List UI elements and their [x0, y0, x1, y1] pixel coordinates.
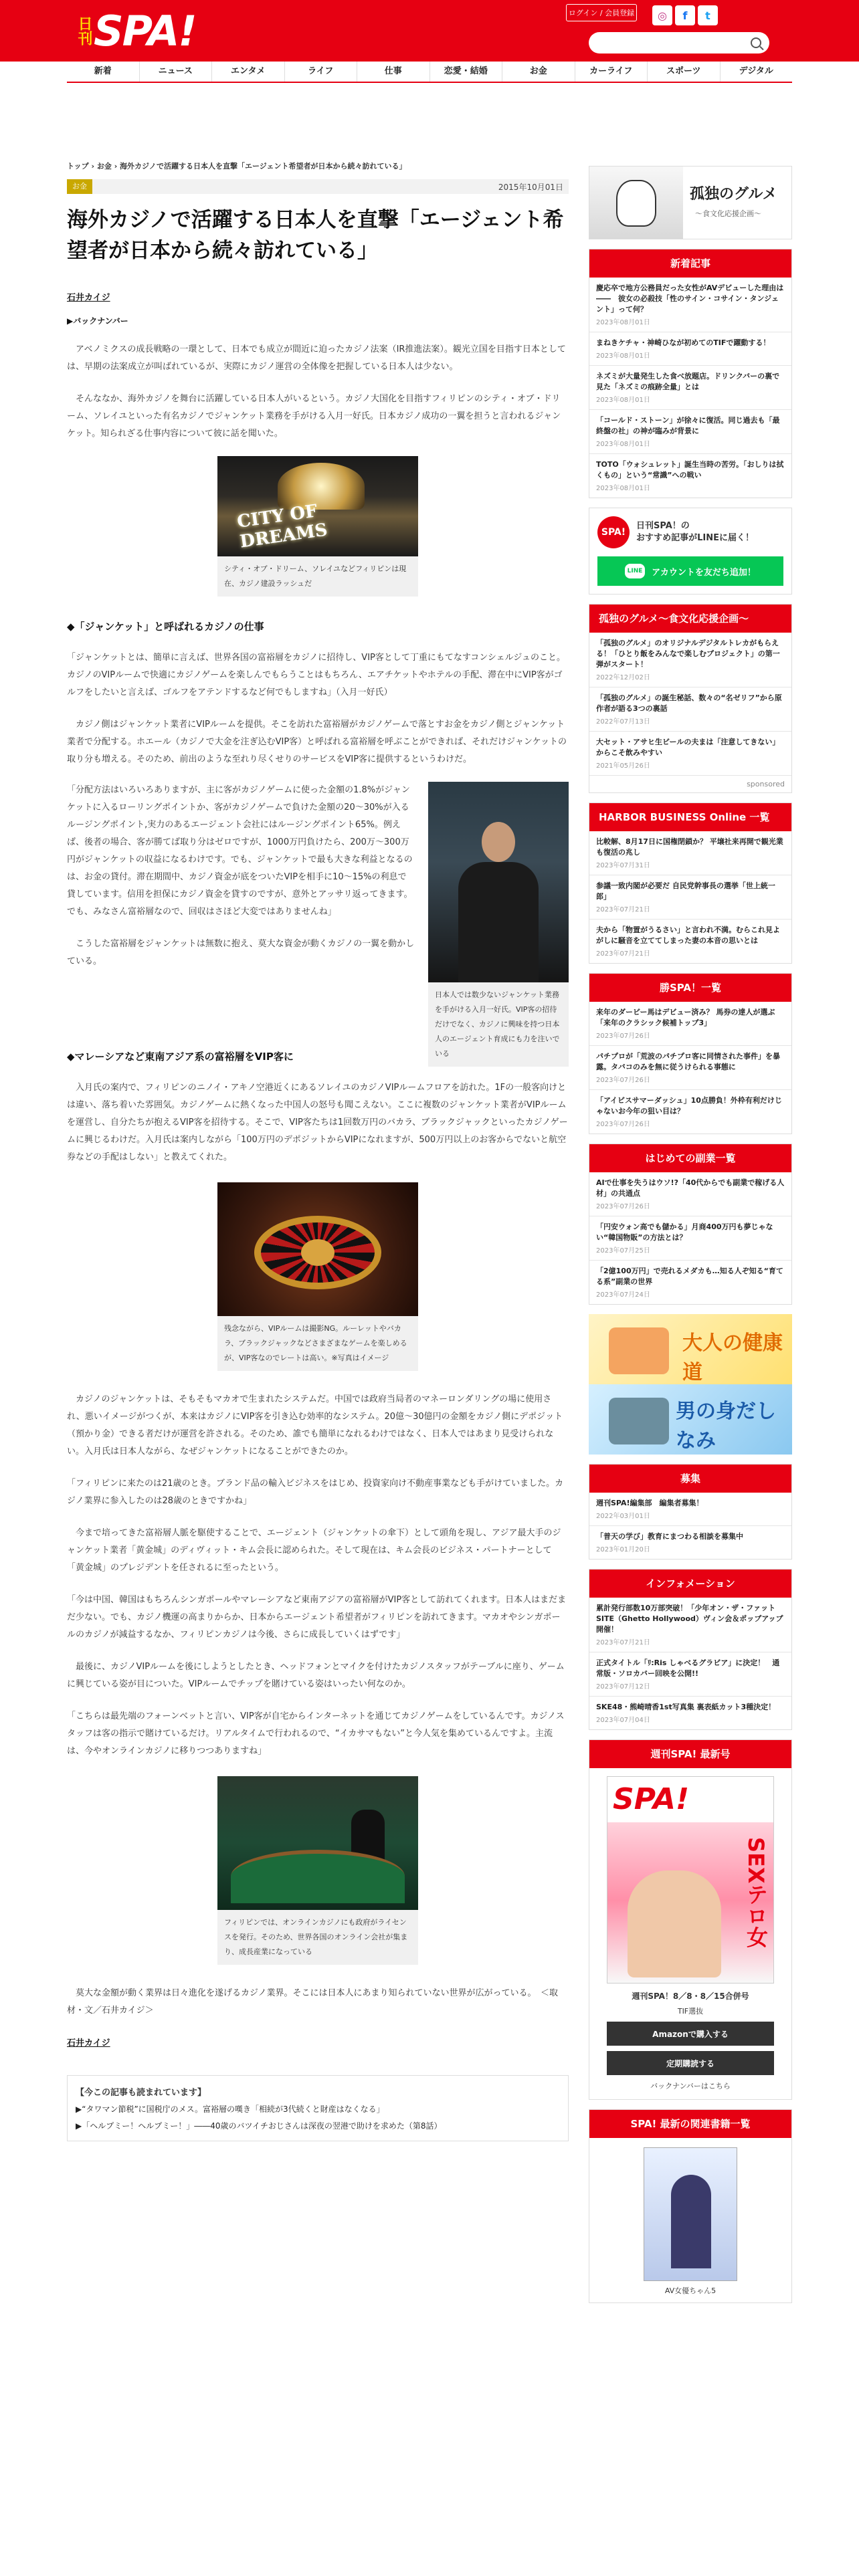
item-date: 2023年07月21日: [596, 906, 650, 914]
book-figure: [671, 2175, 711, 2268]
magazine-cover-photo: [628, 1870, 721, 1977]
article-main: [67, 160, 569, 2141]
list-item[interactable]: [589, 1526, 791, 1559]
manga-illustration: [589, 167, 683, 239]
related-articles: [67, 2075, 569, 2141]
list-item[interactable]: [589, 1046, 791, 1090]
spa-logo-icon: SPA!: [597, 516, 630, 548]
item-title: TOTO「ウォシュレット」誕生当時の苦労。「おしりは拭くもの」という“常識”への戦い: [596, 460, 784, 479]
list-item[interactable]: [589, 1598, 791, 1652]
line-box: [589, 508, 792, 595]
figure-caption: 日本人では数少ないジャンケット業務を手がける入月一好氏。VIP客の招待だけでなく、カジノに興味を持つ日本人のエージェント育成にも力を注いでいる: [428, 982, 569, 1067]
ad-title-grooming: 男の身だしなみ: [676, 1400, 776, 1453]
category-badge[interactable]: お金: [67, 179, 92, 194]
list-item[interactable]: [589, 1216, 791, 1261]
magazine-headline: SEXテロ女: [743, 1837, 769, 1948]
site-header: [0, 0, 859, 62]
list-item[interactable]: [589, 687, 791, 732]
paragraph: こうした富裕層をジャンケットは無数に抱え、莫大な資金が動くカジノの一翼を動かしている。: [67, 939, 415, 966]
photo-person-head: [482, 822, 515, 862]
list-item[interactable]: [589, 1697, 791, 1729]
item-date: 2022年03月01日: [596, 1513, 650, 1520]
keiba-box: [589, 973, 792, 1134]
twitter-icon[interactable]: t: [698, 5, 718, 25]
nav-money[interactable]: お金: [502, 62, 575, 82]
box-heading: 週刊SPA! 最新号: [589, 1740, 791, 1768]
item-title: 参議一致内閣が必要だ 自民党幹事長の選挙「世上統一郎」: [596, 881, 775, 901]
gourmet-box: [589, 604, 792, 793]
facebook-icon[interactable]: f: [675, 5, 695, 25]
list-item[interactable]: [589, 1090, 791, 1134]
item-date: 2023年07月26日: [596, 1121, 650, 1128]
item-date: 2023年07月04日: [596, 1717, 650, 1724]
banner-subtitle: ～食文化応援企画～: [695, 209, 761, 218]
item-title: 週刊SPA!編集部 編集者募集！: [596, 1499, 704, 1507]
item-date: 2023年07月24日: [596, 1291, 650, 1299]
photo-person-body: [458, 862, 539, 982]
figure-caption: フィリピンでは、オンラインカジノにも政府がライセンスを発行。そのため、世界各国のオンライン会社が集まり、成長産業になっている: [217, 1910, 418, 1965]
list-item[interactable]: [589, 366, 791, 410]
list-item[interactable]: [589, 1002, 791, 1046]
item-title: SKE48・熊崎晴香1st写真集 裏表紙カット3種決定！: [596, 1703, 776, 1711]
related-title: 【今この記事も読まれています】: [76, 2088, 207, 2098]
item-title: AIで仕事を失うはウソ!?「40代からでも副業で稼げる人材」の共通点: [596, 1178, 785, 1198]
paragraph: カジノ側はジャンケット業者にVIPルームを提供。そこを訪れた富裕層がカジノゲームで落とすお金をカジノ側とジャンケット業者で分配する。ホエール（カジノで大金を注ぎ込むVIP客）と呼ばれる富裕層を呼ぶことができれば、それだけジャンケットの取り分も増える。そのため、前出のような至れり尽くせりのサービスをVIP客に提供するというわけだ。: [67, 720, 567, 764]
site-logo[interactable]: [76, 5, 196, 56]
photo-casino-exterior: [217, 456, 418, 556]
weekly-spa-box: [589, 1739, 792, 2100]
figure-caption: 残念ながら、VIPルームは撮影NG。ルーレットやバカラ、ブラックジャックなどさまざまなゲームを楽しめるが、VIP客なのでレートは高い。※写真はイメージ: [217, 1316, 418, 1371]
list-item[interactable]: [589, 732, 791, 776]
books-box: [589, 2109, 792, 2303]
nav-entame[interactable]: エンタメ: [212, 62, 285, 82]
paragraph-with-side-photo: [67, 782, 569, 1089]
instagram-icon[interactable]: ◎: [652, 5, 672, 25]
item-title: 比較解、8月17日に国権閉鎖か？ 平壌社来再開で観光業も復活の兆し: [596, 837, 783, 857]
list-item[interactable]: [589, 1652, 791, 1697]
line-button-label: アカウントを友だち追加！: [652, 567, 756, 578]
item-title: 「孤独のグルメ」のオリジナルデジタルトレカがもらえる！「ひとり飯をみんなで楽しむプロジェクト」の第一弾がスタート！: [596, 639, 780, 669]
health-ad-banner[interactable]: [589, 1314, 792, 1455]
paragraph: 「フィリピンに来たのは21歳のとき。ブランド品の輸入ビジネスをはじめ、投資家向け不動産事業なども手がけていました。カジノ業界に参入したのは28歳のときですかね」: [67, 1479, 564, 1506]
logo-small-text: 日刊: [76, 16, 92, 45]
item-date: 2023年07月25日: [596, 1247, 650, 1255]
item-date: 2023年07月21日: [596, 1639, 650, 1646]
info-box: [589, 1569, 792, 1730]
logo-big-text: SPA!: [94, 6, 196, 56]
figure-caption: シティ・オブ・ドリーム、ソレイユなどフィリピンは現在、カジノ建設ラッシュだ: [217, 556, 418, 597]
fukugyo-box: [589, 1144, 792, 1305]
list-item[interactable]: [589, 410, 791, 454]
article-title: 海外カジノで活躍する日本人を直撃「エージェント希望者が日本から続々訪れている」: [67, 208, 564, 263]
search-input[interactable]: [597, 38, 751, 47]
article-date: 2015年10月01日: [498, 182, 563, 192]
paragraph: 「今は中国、韓国はもちろんシンガポールやマレーシアなど東南アジアの富裕層がVIP客として訪れてくれます。日本人はまだまだ少ない。でも、カジノ機運の高まりからか、日本からエージェント希望者がフィリピンを訪れてきます。マカオやシンガポールのカジノが減益するなか、フィリピンカジノは今後、さらに成長していくはずです」: [67, 1595, 567, 1640]
item-title: 夫から「物置がうるさい」と言われ不満。むらこれ見よがしに騒音を立ててしまった妻の本音の思いとは: [596, 926, 780, 945]
book-cover[interactable]: [644, 2147, 737, 2281]
subscribe-button[interactable]: 定期購読する: [607, 2051, 774, 2075]
figure-roulette: [217, 1182, 418, 1371]
photo-iritsuki: [428, 782, 569, 982]
new-articles-box: [589, 249, 792, 498]
nav-work[interactable]: 仕事: [357, 62, 430, 82]
list-item[interactable]: [589, 875, 791, 920]
item-title: 慶応卒で地方公務員だった女性がAVデビューした理由は―― 彼女の必殺技「性のサイン・コサイン・タンジェント」って何？: [596, 284, 784, 314]
item-title: まねきケチャ・神崎ひなが初めてのTIFで躍動する！: [596, 338, 771, 347]
line-row: [597, 516, 783, 548]
paragraph: 入月氏の案内で、フィリピンのニノイ・アキノ空港近くにあるソレイユのカジノVIPルームフロアを訪れた。1Fの一般客向けとは違い、落ち着いた雰囲気。カジノゲームに熱くなった中国人の怒号も聞こえない。ここに複数のジャンケット業者がVIPルームを運営し、自分たちが抱えるVIP客を招待する。そこで、VIP客たちは1回数万円のバカラ、ブラックジャックといったカジノゲームに興じるわけだ。入月氏は案内しながら「100万円のデポジットからVIPになれますが、500万円以上のお客からでないと航空券などの手配はしない」と教えてくれた。: [67, 1083, 568, 1162]
side-figure: [428, 782, 569, 1067]
item-title: ネズミが大量発生した食べ放題店。ドリンクバーの裏で見た「ネズミの痕跡全量」とは: [596, 372, 780, 391]
paragraph: 今まで培ってきた富裕層人脈を駆使することで、エージェント（ジャンケットの傘下）として頭角を現し、アジア最大手のジャンケット業者「黄金城」のディヴィット・キム会長に認められた。そして現在は、キム会長のビジネス・パートナーとして「黄金城」のプレジデントを任されるに至ったという。: [67, 1528, 561, 1573]
paragraph: 「こちらは最先端のフォーンベットと言い、VIP客が自宅からインターネットを通じてカジノゲームをしているんです。カジノスタッフは客の指示で賭けているだけ。リアルタイムで行われるので、“イカサマもない”と今人気を集めているんですよ。主流は、今やオンラインカジノに移りつつありますね」: [67, 1711, 565, 1756]
item-date: 2023年08月01日: [596, 319, 650, 326]
paragraph: 「ジャンケットとは、簡単に言えば、世界各国の富裕層をカジノに招待し、VIP客として丁重にもてなすコンシェルジュのこと。カジノのVIPルームで快適にカジノゲームを楽しんでもらうことはもちろん、エアチケットやホテルの手配、滞在中にVIP客がゴルフをしたいと言えば、ゴルフをアテンドするなど何でもしますね」（入月一好氏）: [67, 653, 566, 697]
item-date: 2023年07月26日: [596, 1203, 650, 1210]
line-icon: LINE: [625, 564, 645, 578]
item-title: 来年のダービー馬はデビュー済み？ 馬券の達人が選ぶ「来年のクラシック候補トップ3」: [596, 1008, 775, 1027]
item-title: 「コールド・ストーン」が徐々に復活。同じ過去も「最終盤の社」の神が臨みが背景に: [596, 416, 780, 435]
related-item[interactable]: ▶“タワマン節税”に国税庁のメス。富裕層の嘆き「相続が3代続くと財産はなくなる」: [76, 2105, 385, 2114]
photo-sign-text: CITY OF DREAMS: [235, 501, 329, 552]
sidebar: [589, 166, 792, 2303]
item-date: 2023年08月01日: [596, 441, 650, 448]
sponsored-label: sponsored: [747, 780, 785, 788]
breadcrumb[interactable]: トップ › お金 › 海外カジノで活躍する日本人を直撃「エージェント希望者が日本から続々訪れている」: [67, 162, 407, 171]
item-title: 累計発行部数10万部突破！「少年オン・ザ・ファット SITE（Ghetto Hollywood）ヴィン会＆ポップアップ開催！: [596, 1604, 783, 1634]
nav-car[interactable]: カーライフ: [575, 62, 648, 82]
item-title: 「アイビスサマーダッシュ」10点勝負！外枠有利だけじゃないお今年の狙い目は？: [596, 1096, 782, 1115]
item-date: 2022年12月02日: [596, 674, 650, 681]
photo-table: [231, 1850, 405, 1903]
list-item[interactable]: [589, 278, 791, 332]
box-heading[interactable]: はじめての副業一覧: [589, 1144, 791, 1172]
ad-illustration: [609, 1327, 669, 1374]
list-item[interactable]: [589, 454, 791, 498]
item-date: 2023年07月31日: [596, 862, 650, 869]
meta-row: [67, 179, 569, 194]
paragraph: 莫大な金額が動く業界は日々進化を遂げるカジノ業界。そこには日本人にあまり知られていない世界が広がっている。 ＜取材・文／石井カイジ＞: [67, 1988, 558, 2016]
photo-roulette: [217, 1182, 418, 1316]
photo-hub: [301, 1239, 335, 1266]
banner-title: 孤独のグルメ: [690, 186, 777, 203]
line-add-friend-button[interactable]: [597, 556, 783, 586]
line-text: 日刊SPA！の おすすめ記事がLINEに届く！: [636, 521, 755, 543]
boshu-box: [589, 1464, 792, 1560]
paragraph: カジノのジャンケットは、そもそもマカオで生まれたシステムだ。中国では政府当局者のマネーロンダリングの場に使用され、悪いイメージがつくが、本来はカジノにVIP客を引き込む効率的なシステム。20億～30億円の金額をカジノ側にデポジット（預かり金）できる者だけが運営を許される。そのため、誰でも簡単になれるわけではなく、日本人ではあまり見受けられない。入月氏は日本人ながら、なぜジャンケットになることができたのか。: [67, 1394, 563, 1457]
ad-illustration: [609, 1398, 669, 1444]
manga-face: [616, 180, 656, 227]
author-link[interactable]: 石井カイジ: [67, 2038, 110, 2048]
paragraph: アベノミクスの成長戦略の一環として、日本でも成立が間近に迫ったカジノ法案（IR推進法案）。観光立国を目指す日本としては、早期の法案成立が叫ばれているが、実際にカジノ運営の全体像を把握している日本人は少ない。: [67, 344, 566, 372]
item-title: 「2億100万円」で売れるメダカも…知る人ぞ知る“育てる系”副業の世界: [596, 1267, 783, 1286]
gourmet-banner[interactable]: [589, 166, 792, 239]
figure-online-casino: [217, 1776, 418, 1965]
backnumber-link[interactable]: バックナンバーはこちら: [650, 2082, 731, 2090]
backnumber-link[interactable]: ▶バックナンバー: [67, 316, 128, 326]
paragraph: 最後に、カジノVIPルームを後にしようとしたとき、ヘッドフォンとマイクを付けたカジノスタッフがテーブルに座り、ゲームに興じている姿が目についた。VIPルームでチップを賭けている姿はいったい何なのか。: [67, 1662, 565, 1689]
photo-online-casino: [217, 1776, 418, 1910]
nav-news[interactable]: ニュース: [140, 62, 213, 82]
section-heading: ◆「ジャンケット」と呼ばれるカジノの仕事: [67, 621, 264, 633]
nav-love[interactable]: 恋愛・結婚: [430, 62, 503, 82]
item-date: 2023年01月20日: [596, 1546, 650, 1553]
search-box: [589, 32, 769, 53]
figure-city-of-dreams: [217, 456, 418, 597]
item-date: 2021年05月26日: [596, 762, 650, 770]
paragraph: そんななか、海外カジノを舞台に活躍している日本人がいるという。カジノ大国化を目指すフィリピンのシティ・オブ・ドリーム、ソレイユといった有名カジノでジャンケット業務を手がける入月一好氏。日本カジノ成功の一翼を担うと言われるジャンケット。知られざる仕事内容について彼に話を聞いた。: [67, 394, 561, 439]
related-item[interactable]: ▶「ヘルプミー！ヘルプミー！」――40歳のバツイチおじさんは深夜の翌港で助けを求めた（第8話）: [76, 2121, 442, 2131]
login-button[interactable]: ログイン / 会員登録: [566, 4, 637, 21]
nav-sports[interactable]: スポーツ: [648, 62, 721, 82]
list-item[interactable]: [589, 1261, 791, 1304]
main-nav: [67, 62, 792, 83]
item-title: 正式タイトル「ﾘ:Ris しゃべるグラビア」に決定！ 通常版・ソロカバー回映を公開!!: [596, 1658, 780, 1678]
item-date: 2023年08月01日: [596, 485, 650, 492]
list-item[interactable]: [589, 1493, 791, 1526]
author-link[interactable]: 石井カイジ: [67, 293, 110, 303]
nav-new[interactable]: 新着: [67, 62, 140, 82]
box-heading[interactable]: HARBOR BUSINESS Online 一覧: [589, 803, 791, 831]
magazine-logo: SPA!: [613, 1782, 690, 1816]
box-heading: 募集: [589, 1465, 791, 1493]
section-heading: ◆マレーシアなど東南アジア系の富裕層をVIP客に: [67, 1051, 294, 1063]
item-title: パチプロが「荒波のパチプロ客に同情された事件」を暴露。タバコのみを無に従うけられる事態に: [596, 1052, 780, 1071]
magazine-tif: TIF選抜: [677, 2007, 704, 2016]
magazine-cover[interactable]: [607, 1776, 774, 1983]
item-date: 2022年07月13日: [596, 718, 650, 726]
item-date: 2023年07月12日: [596, 1683, 650, 1691]
list-item[interactable]: [589, 920, 791, 963]
list-item[interactable]: [589, 633, 791, 687]
item-date: 2023年07月26日: [596, 1077, 650, 1084]
item-title: 「普天の学び」教育にまつわる相談を募集中: [596, 1532, 743, 1541]
amazon-buy-button[interactable]: Amazonで購入する: [607, 2022, 774, 2046]
list-item[interactable]: [589, 332, 791, 366]
box-heading: インフォメーション: [589, 1570, 791, 1598]
book-title[interactable]: AV女優ちゃん5: [664, 2286, 717, 2295]
magazine-issue: 週刊SPA！8／8・8／15合併号: [632, 1992, 749, 2001]
search-icon[interactable]: [751, 37, 761, 48]
harbor-box: [589, 802, 792, 964]
box-heading[interactable]: 勝SPA！一覧: [589, 974, 791, 1002]
list-item[interactable]: [589, 831, 791, 875]
nav-digital[interactable]: デジタル: [739, 66, 773, 76]
nav-life[interactable]: ライフ: [285, 62, 358, 82]
box-heading: SPA! 最新の関連書籍一覧: [589, 2110, 791, 2138]
item-date: 2023年07月26日: [596, 1033, 650, 1040]
item-title: 大セット・アサヒ生ビールの夫まは「注意してきない」からこそ飲みやすい: [596, 738, 780, 757]
item-date: 2023年08月01日: [596, 352, 650, 360]
box-heading: 新着記事: [589, 249, 791, 278]
item-date: 2023年08月01日: [596, 397, 650, 404]
paragraph: 「分配方法はいろいろありますが、主に客がカジノゲームに使った金額の1.8%がジャンケットに入るローリングポイントか、客がカジノゲームで負けた金額の20～30%が入るルージングポイント,実力のあるエージェント会社にはルージングポイント65%。例えば、後者の場合、客が勝てば取り分はゼロですが、1000万円負けたら、200万～300万円がジャンケットの収益になるわけです。でも、ジャンケットで最も大きな利益となるのは、お金の貸付。滞在期間中、カジノ資金が底をついたVIPを相手に10～15%の利息で貸しています。信用を担保にカジノ資金を貸すのですが、意外とアッサリ返ってきます。でも、みなさん富裕層なので、回収はさほど大変ではありませんね」: [67, 785, 413, 917]
list-item[interactable]: [589, 1172, 791, 1216]
item-title: 「孤独のグルメ」の誕生秘話、数々の“名ゼリフ”から原作者が語る3つの裏話: [596, 693, 782, 713]
item-title: 「円安ウォン高でも儲かる」月商400万円も夢じゃない“韓国物販”の方法とは？: [596, 1222, 773, 1242]
item-date: 2023年07月21日: [596, 950, 650, 958]
ad-title-health: 大人の健康道: [682, 1331, 783, 1384]
box-heading: 孤独のグルメ～食文化応援企画～: [589, 605, 791, 633]
